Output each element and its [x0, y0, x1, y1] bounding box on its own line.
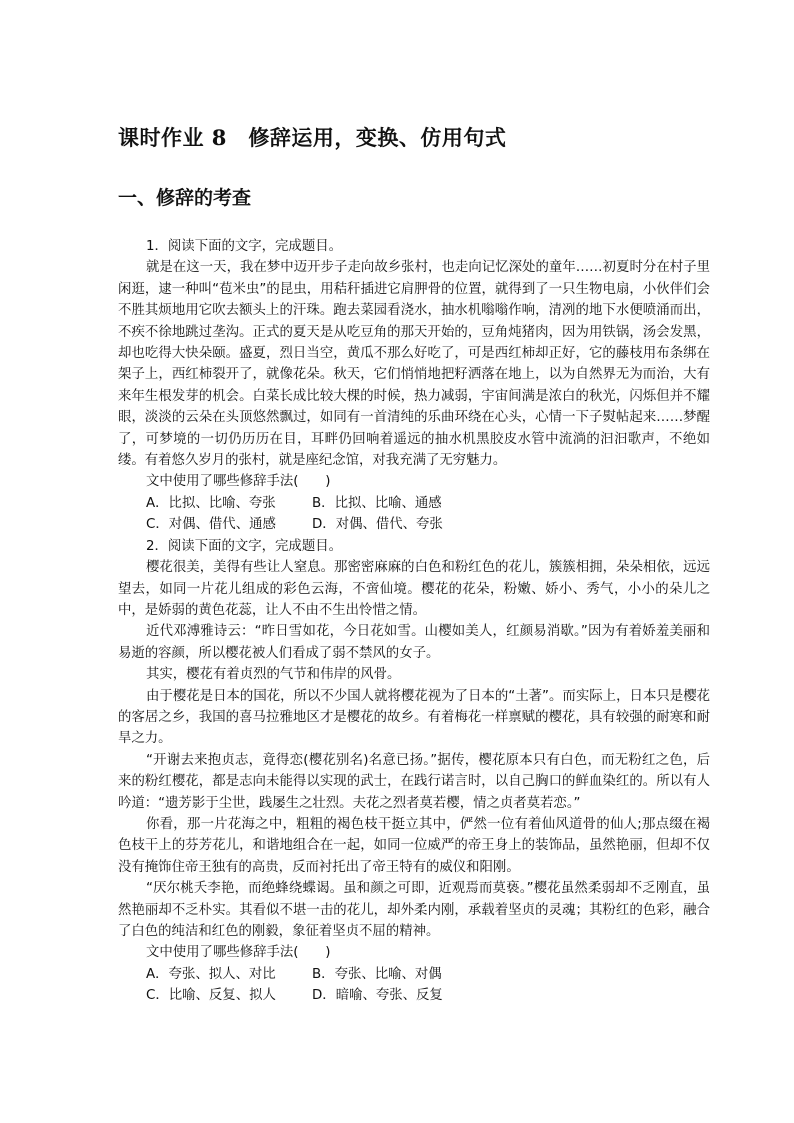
question-2-options-row-2 — [118, 985, 710, 1006]
document-body — [118, 236, 710, 1007]
question-1-passage: 就是在这一天，我在梦中迈开步子走向故乡张村，也走向记忆深处的童年……初夏时分在村子里闲逛，逮一种叫“苞米虫”的昆虫，用秸秆插进它肩胛骨的位置，就得到了一只生物电扇，小伙伴们会不胜其烦地用它吹去额头上的汗珠。跑去菜园看浇水，抽水机嗡嗡作响，清冽的地下水便喷涌而出，不疾不徐地跳过垄沟。正式的夏天是从吃豆角的那天开始的，豆角炖猪肉，因为用铁锅，汤会发黑，却也吃得大快朵颐。盛夏，烈日当空，黄瓜不那么好吃了，可是西红柿却正好，它的藤枝用布条绑在架子上，西红柿裂开了，就像花朵。秋天，它们悄悄地把籽洒落在地上，以为自然界无为而治，大有来年生根发芽的机会。白菜长成比较大棵的时候，热力减弱，宇宙间满是浓白的秋光，闪烁但并不耀眼，淡淡的云朵在头顶悠然飘过，如同有一首清纯的乐曲环绕在心头，心情一下子熨帖起来……梦醒了，可梦境的一切仍历历在目，耳畔仍回响着遥远的抽水机黑胶皮水管中流淌的汩汩歌声，不绝如缕。有着悠久岁月的张村，就是座纪念馆，对我充满了无穷魅力。 — [118, 260, 710, 469]
question-1-stem: 文中使用了哪些修辞手法( ) — [146, 474, 331, 490]
question-1-options-row-2 — [118, 514, 710, 535]
question-2-option-d[interactable]: D．暗喻、夸张、反复 — [312, 988, 443, 1004]
question-2-paragraph: 近代邓溥雅诗云：“昨日雪如花，今日花如雪。山樱如美人，红颜易消歇。”因为有着娇羞美丽和易逝的容颜，所以樱花被人们看成了弱不禁风的女子。 — [118, 624, 710, 661]
question-1-option-b[interactable]: B．比拟、比喻、通感 — [312, 495, 442, 511]
question-1-option-a[interactable]: A．比拟、比喻、夸张 — [146, 495, 276, 511]
question-2-option-b[interactable]: B．夸张、比喻、对偶 — [312, 966, 442, 982]
question-2-option-a[interactable]: A．夸张、拟人、对比 — [146, 966, 276, 982]
question-2-prompt: 2．阅读下面的文字，完成题目。 — [146, 538, 342, 554]
question-1-option-d[interactable]: D．对偶、借代、夸张 — [312, 517, 443, 533]
question-2-paragraph: 其实，樱花有着贞烈的气节和伟岸的风骨。 — [146, 667, 401, 683]
question-1-options-row-1 — [118, 493, 710, 514]
question-2-options-row-1 — [118, 964, 710, 985]
page-title: 课时作业 8 修辞运用，变换、仿用句式 — [118, 125, 507, 150]
question-2-paragraph: “开谢去来抱贞志，竟得恋(樱花别名)名意已扬。”据传，樱花原本只有白色，而无粉红之色，后来的粉红樱花，都是志向未能得以实现的武士，在践行诺言时，以自己胸口的鲜血染红的。所以有人吟道：“遗芳影于尘世，践屡生之壮烈。夫花之烈者莫若樱，情之贞者莫若恋。” — [118, 752, 710, 811]
question-1-prompt: 1．阅读下面的文字，完成题目。 — [146, 239, 342, 254]
section-heading: 一、修辞的考查 — [118, 187, 252, 209]
question-2-stem: 文中使用了哪些修辞手法( ) — [146, 945, 331, 961]
question-2-paragraph: “厌尔桃夭李艳，而绝蜂绕蝶谒。虽和颜之可即，近观焉而莫亵。”樱花虽然柔弱却不乏刚直，虽然艳丽却不乏朴实。其看似不堪一击的花儿，却外柔内刚，承载着坚贞的灵魂；其粉红的色彩，融合了白色的纯洁和红色的刚毅，象征着坚贞不屈的精神。 — [118, 881, 710, 939]
question-2-paragraph: 樱花很美，美得有些让人窒息。那密密麻麻的白色和粉红色的花儿，簇簇相拥，朵朵相依，远远望去，如同一片花儿组成的彩色云海，不啻仙境。樱花的花朵，粉嫩、娇小、秀气，小小的朵儿之中，是娇弱的黄色花蕊，让人不由不生出怜惜之情。 — [118, 560, 710, 618]
question-2-paragraph: 由于樱花是日本的国花，所以不少国人就将樱花视为了日本的“土著”。而实际上，日本只是樱花的客居之乡，我国的喜马拉雅地区才是樱花的故乡。有着梅花一样禀赋的樱花，具有较强的耐寒和耐旱之力。 — [118, 688, 710, 747]
question-2-option-c[interactable]: C．比喻、反复、拟人 — [146, 988, 276, 1004]
question-1-option-c[interactable]: C．对偶、借代、通感 — [146, 517, 276, 533]
question-2-paragraph: 你看，那一片花海之中，粗粗的褐色枝干挺立其中，俨然一位有着仙风道骨的仙人;那点缀在褐色枝干上的芬芳花儿，和谐地组合在一起，如同一位威严的帝王身上的装饰品，虽然艳丽，但却不仅没有掩饰住帝王独有的高贵，反而衬托出了帝王特有的威仪和阳刚。 — [118, 816, 710, 875]
